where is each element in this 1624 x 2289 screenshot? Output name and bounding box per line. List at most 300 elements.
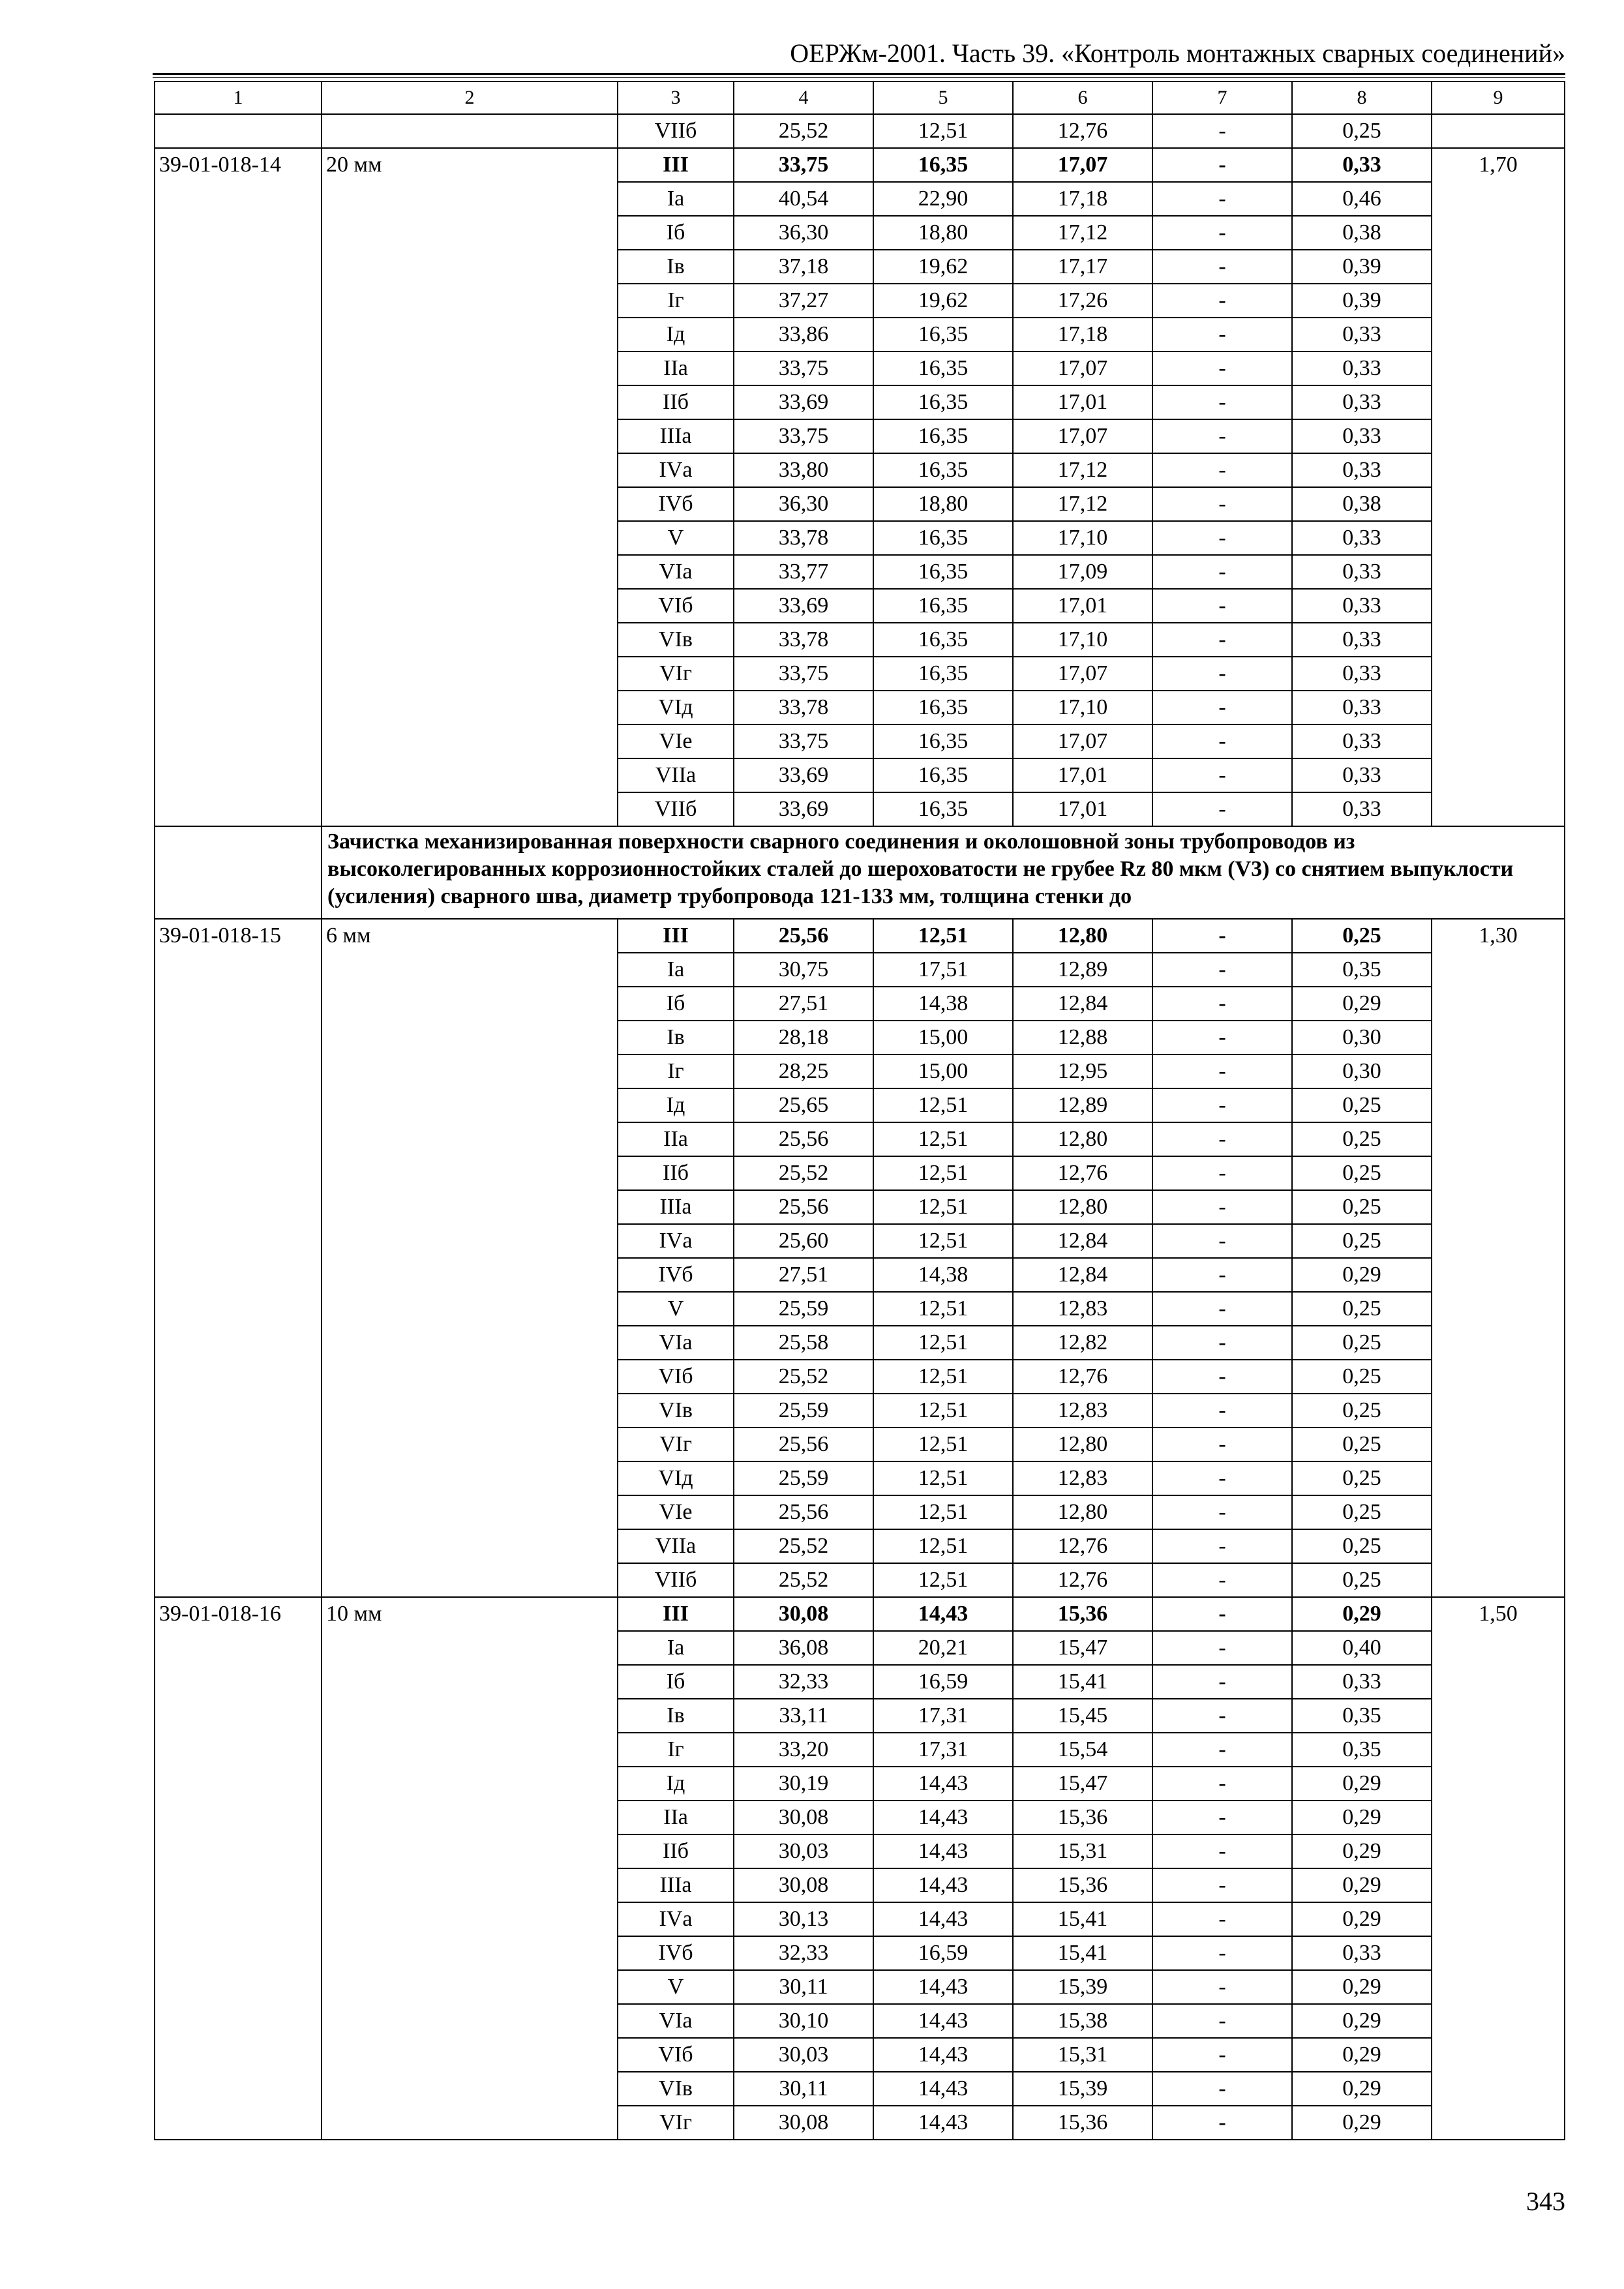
wages-cell: 19,62 <box>873 250 1013 284</box>
materials-cell: - <box>1152 1021 1292 1055</box>
materials-cell: - <box>1152 1122 1292 1156</box>
machine-cost-cell: 17,01 <box>1013 792 1152 826</box>
materials-cell: - <box>1152 1868 1292 1902</box>
wages-cell: 12,51 <box>873 919 1013 953</box>
zone-cell: VIIб <box>618 114 734 148</box>
wages-cell: 17,51 <box>873 953 1013 987</box>
zone-cell: VIIб <box>618 792 734 826</box>
table-row <box>155 148 1565 182</box>
total-cost-cell: 30,19 <box>734 1767 873 1801</box>
column-number-row <box>155 82 1565 114</box>
machine-cost-cell: 17,07 <box>1013 352 1152 385</box>
column-number: 4 <box>734 82 873 114</box>
materials-cell: - <box>1152 1631 1292 1665</box>
labor-cell: 0,25 <box>1292 1563 1432 1597</box>
labor-cell: 0,25 <box>1292 1224 1432 1258</box>
materials-cell: - <box>1152 1292 1292 1326</box>
materials-cell: - <box>1152 2004 1292 2038</box>
labor-cell: 0,29 <box>1292 1767 1432 1801</box>
wages-cell: 14,43 <box>873 1902 1013 1936</box>
materials-cell: - <box>1152 1597 1292 1631</box>
materials-cell: - <box>1152 2038 1292 2072</box>
materials-cell: - <box>1152 953 1292 987</box>
zone-cell: VIг <box>618 1428 734 1461</box>
wages-cell: 14,43 <box>873 2038 1013 2072</box>
wages-cell: 19,62 <box>873 284 1013 318</box>
zone-cell: IIа <box>618 1122 734 1156</box>
zone-cell: VIIа <box>618 1529 734 1563</box>
column-number: 5 <box>873 82 1013 114</box>
labor-cell: 0,25 <box>1292 1088 1432 1122</box>
wages-cell: 20,21 <box>873 1631 1013 1665</box>
materials-cell: - <box>1152 2072 1292 2106</box>
empty-cell <box>322 114 618 148</box>
total-cost-cell: 33,69 <box>734 758 873 792</box>
total-cost-cell: 36,30 <box>734 216 873 250</box>
zone-cell: VIб <box>618 589 734 623</box>
machine-cost-cell: 15,36 <box>1013 1597 1152 1631</box>
zone-cell: Iд <box>618 318 734 352</box>
zone-cell: VIе <box>618 1495 734 1529</box>
column-number: 9 <box>1432 82 1565 114</box>
labor-cell: 0,35 <box>1292 1733 1432 1767</box>
zone-cell: IVб <box>618 487 734 521</box>
machine-cost-cell: 17,01 <box>1013 385 1152 419</box>
machine-cost-cell: 15,47 <box>1013 1631 1152 1665</box>
total-cost-cell: 25,59 <box>734 1461 873 1495</box>
machine-cost-cell: 17,26 <box>1013 284 1152 318</box>
wages-cell: 12,51 <box>873 1156 1013 1190</box>
machine-cost-cell: 15,31 <box>1013 2038 1152 2072</box>
wages-cell: 16,35 <box>873 623 1013 657</box>
materials-cell: - <box>1152 1156 1292 1190</box>
total-cost-cell: 33,69 <box>734 589 873 623</box>
machine-cost-cell: 12,83 <box>1013 1292 1152 1326</box>
materials-cell: - <box>1152 1461 1292 1495</box>
wages-cell: 16,35 <box>873 691 1013 725</box>
wages-cell: 14,43 <box>873 2072 1013 2106</box>
wages-cell: 16,35 <box>873 589 1013 623</box>
zone-cell: IIа <box>618 1801 734 1834</box>
machine-cost-cell: 12,76 <box>1013 114 1152 148</box>
materials-cell: - <box>1152 1665 1292 1699</box>
labor-cell: 0,25 <box>1292 1529 1432 1563</box>
zone-cell: Iд <box>618 1088 734 1122</box>
machine-cost-cell: 15,38 <box>1013 2004 1152 2038</box>
total-cost-cell: 28,18 <box>734 1021 873 1055</box>
labor-cell: 0,25 <box>1292 919 1432 953</box>
machine-cost-cell: 12,83 <box>1013 1394 1152 1428</box>
materials-cell: - <box>1152 1428 1292 1461</box>
total-cost-cell: 27,51 <box>734 1258 873 1292</box>
labor-cell: 0,33 <box>1292 385 1432 419</box>
machine-cost-cell: 15,41 <box>1013 1902 1152 1936</box>
machine-cost-cell: 17,07 <box>1013 148 1152 182</box>
total-cost-cell: 25,56 <box>734 1428 873 1461</box>
total-cost-cell: 30,03 <box>734 2038 873 2072</box>
wages-cell: 18,80 <box>873 216 1013 250</box>
labor-cell: 0,25 <box>1292 1428 1432 1461</box>
machine-cost-cell: 17,07 <box>1013 419 1152 453</box>
zone-cell: VIа <box>618 2004 734 2038</box>
total-cost-cell: 30,75 <box>734 953 873 987</box>
machine-cost-cell: 17,10 <box>1013 691 1152 725</box>
materials-cell: - <box>1152 419 1292 453</box>
labor-cell: 0,30 <box>1292 1021 1432 1055</box>
zone-cell: Iд <box>618 1767 734 1801</box>
labor-cell: 0,33 <box>1292 589 1432 623</box>
materials-cell: - <box>1152 1970 1292 2004</box>
total-cost-cell: 30,11 <box>734 2072 873 2106</box>
zone-cell: Iа <box>618 953 734 987</box>
total-cost-cell: 33,75 <box>734 725 873 758</box>
machine-cost-cell: 17,18 <box>1013 318 1152 352</box>
labor-cell: 0,33 <box>1292 1936 1432 1970</box>
section-description: Зачистка механизированная поверхности сварного соединения и околошовной зоны трубопроводов из высоколегированных коррозионностойких сталей до шероховатости не грубее Rz 80 мкм (V3) со снятием выпуклости (усиления) сварного шва, диаметр трубопровода 121-133 мм, толщина стенки до <box>322 826 1565 919</box>
machine-cost-cell: 12,84 <box>1013 987 1152 1021</box>
total-cost-cell: 27,51 <box>734 987 873 1021</box>
continuation-row <box>155 114 1565 148</box>
materials-cell: - <box>1152 216 1292 250</box>
materials-cell: - <box>1152 2106 1292 2140</box>
wages-cell: 18,80 <box>873 487 1013 521</box>
total-cost-cell: 33,69 <box>734 385 873 419</box>
empty-cell <box>155 114 322 148</box>
total-cost-cell: 30,11 <box>734 1970 873 2004</box>
machine-cost-cell: 15,36 <box>1013 1868 1152 1902</box>
wages-cell: 12,51 <box>873 1529 1013 1563</box>
machine-cost-cell: 12,89 <box>1013 953 1152 987</box>
labor-cell: 0,25 <box>1292 1326 1432 1360</box>
materials-cell: - <box>1152 691 1292 725</box>
wages-cell: 16,35 <box>873 419 1013 453</box>
wages-cell: 16,35 <box>873 555 1013 589</box>
total-cost-cell: 33,78 <box>734 623 873 657</box>
total-cost-cell: 25,56 <box>734 1495 873 1529</box>
labor-cell: 0,39 <box>1292 284 1432 318</box>
wages-cell: 22,90 <box>873 182 1013 216</box>
labor-cell: 0,33 <box>1292 792 1432 826</box>
materials-cell: - <box>1152 1394 1292 1428</box>
machine-cost-cell: 12,82 <box>1013 1326 1152 1360</box>
wall-thickness-cell: 6 мм <box>322 919 618 1597</box>
page-number: 343 <box>1526 2187 1565 2216</box>
header-rule-thin <box>153 77 1565 78</box>
machine-cost-cell: 12,76 <box>1013 1563 1152 1597</box>
total-cost-cell: 28,25 <box>734 1055 873 1088</box>
materials-cell: - <box>1152 1563 1292 1597</box>
total-cost-cell: 25,65 <box>734 1088 873 1122</box>
rate-code-cell: 39-01-018-14 <box>155 148 322 826</box>
machine-cost-cell: 17,01 <box>1013 589 1152 623</box>
materials-cell: - <box>1152 318 1292 352</box>
total-cost-cell: 33,78 <box>734 691 873 725</box>
wages-cell: 15,00 <box>873 1021 1013 1055</box>
wages-cell: 14,43 <box>873 1868 1013 1902</box>
zone-cell: IIб <box>618 1156 734 1190</box>
materials-cell: - <box>1152 250 1292 284</box>
total-cost-cell: 33,78 <box>734 521 873 555</box>
section-description-row <box>155 826 1565 919</box>
zone-cell: Iг <box>618 284 734 318</box>
zone-cell: VIв <box>618 2072 734 2106</box>
materials-cell: - <box>1152 1767 1292 1801</box>
total-cost-cell: 37,27 <box>734 284 873 318</box>
total-cost-cell: 25,56 <box>734 1190 873 1224</box>
total-cost-cell: 33,75 <box>734 352 873 385</box>
zone-cell: III <box>618 148 734 182</box>
table-body <box>155 82 1565 2140</box>
labor-cell: 0,33 <box>1292 555 1432 589</box>
wages-cell: 16,35 <box>873 385 1013 419</box>
labor-cell: 0,33 <box>1292 725 1432 758</box>
zone-cell: VIа <box>618 555 734 589</box>
materials-cell: - <box>1152 657 1292 691</box>
zone-cell: VIг <box>618 2106 734 2140</box>
labor-cell: 0,25 <box>1292 1394 1432 1428</box>
wages-cell: 16,35 <box>873 521 1013 555</box>
total-cost-cell: 36,08 <box>734 1631 873 1665</box>
labor-cell: 0,33 <box>1292 691 1432 725</box>
labor-cell: 0,29 <box>1292 2072 1432 2106</box>
wages-cell: 17,31 <box>873 1733 1013 1767</box>
labor-cell: 0,33 <box>1292 318 1432 352</box>
machine-cost-cell: 12,83 <box>1013 1461 1152 1495</box>
wages-cell: 12,51 <box>873 1292 1013 1326</box>
wages-cell: 14,38 <box>873 1258 1013 1292</box>
labor-cell: 0,33 <box>1292 352 1432 385</box>
column-number: 3 <box>618 82 734 114</box>
zone-cell: IVб <box>618 1936 734 1970</box>
wages-cell: 14,43 <box>873 1801 1013 1834</box>
total-cost-cell: 25,59 <box>734 1292 873 1326</box>
zone-cell: VIе <box>618 725 734 758</box>
wall-thickness-cell: 20 мм <box>322 148 618 826</box>
machine-cost-cell: 15,47 <box>1013 1767 1152 1801</box>
labor-cell: 0,38 <box>1292 216 1432 250</box>
wages-cell: 16,35 <box>873 352 1013 385</box>
total-cost-cell: 33,86 <box>734 318 873 352</box>
wages-cell: 12,51 <box>873 1326 1013 1360</box>
wages-cell: 12,51 <box>873 1428 1013 1461</box>
header-rule <box>153 73 1565 75</box>
machine-cost-cell: 12,80 <box>1013 1428 1152 1461</box>
machine-cost-cell: 12,80 <box>1013 1495 1152 1529</box>
materials-cell: - <box>1152 114 1292 148</box>
total-cost-cell: 30,08 <box>734 1868 873 1902</box>
materials-cell: - <box>1152 1902 1292 1936</box>
materials-cell: - <box>1152 1936 1292 1970</box>
zone-cell: IIIа <box>618 1868 734 1902</box>
wages-cell: 12,51 <box>873 1224 1013 1258</box>
empty-cell <box>155 826 322 919</box>
labor-cell: 0,29 <box>1292 1258 1432 1292</box>
coefficient-cell: 1,50 <box>1432 1597 1565 2140</box>
total-cost-cell: 25,52 <box>734 1156 873 1190</box>
rate-code-cell: 39-01-018-15 <box>155 919 322 1597</box>
labor-cell: 0,25 <box>1292 1495 1432 1529</box>
machine-cost-cell: 15,39 <box>1013 2072 1152 2106</box>
machine-cost-cell: 15,45 <box>1013 1699 1152 1733</box>
materials-cell: - <box>1152 623 1292 657</box>
labor-cell: 0,33 <box>1292 657 1432 691</box>
machine-cost-cell: 12,80 <box>1013 919 1152 953</box>
zone-cell: IIIа <box>618 1190 734 1224</box>
machine-cost-cell: 15,39 <box>1013 1970 1152 2004</box>
wages-cell: 12,51 <box>873 1088 1013 1122</box>
materials-cell: - <box>1152 555 1292 589</box>
labor-cell: 0,46 <box>1292 182 1432 216</box>
zone-cell: III <box>618 919 734 953</box>
wages-cell: 12,51 <box>873 1461 1013 1495</box>
wages-cell: 14,38 <box>873 987 1013 1021</box>
materials-cell: - <box>1152 1529 1292 1563</box>
wages-cell: 14,43 <box>873 1970 1013 2004</box>
machine-cost-cell: 15,36 <box>1013 1801 1152 1834</box>
zone-cell: VIб <box>618 2038 734 2072</box>
materials-cell: - <box>1152 1801 1292 1834</box>
zone-cell: VIв <box>618 623 734 657</box>
materials-cell: - <box>1152 1224 1292 1258</box>
labor-cell: 0,33 <box>1292 758 1432 792</box>
page-header-title: ОЕРЖм-2001. Часть 39. «Контроль монтажных сварных соединений» <box>790 38 1565 68</box>
labor-cell: 0,33 <box>1292 419 1432 453</box>
wages-cell: 12,51 <box>873 1190 1013 1224</box>
total-cost-cell: 32,33 <box>734 1936 873 1970</box>
column-number: 1 <box>155 82 322 114</box>
zone-cell: VIIа <box>618 758 734 792</box>
zone-cell: Iб <box>618 987 734 1021</box>
zone-cell: VIIб <box>618 1563 734 1597</box>
materials-cell: - <box>1152 792 1292 826</box>
machine-cost-cell: 15,36 <box>1013 2106 1152 2140</box>
machine-cost-cell: 12,76 <box>1013 1156 1152 1190</box>
zone-cell: IIб <box>618 1834 734 1868</box>
machine-cost-cell: 12,80 <box>1013 1122 1152 1156</box>
machine-cost-cell: 17,01 <box>1013 758 1152 792</box>
zone-cell: VIд <box>618 691 734 725</box>
labor-cell: 0,29 <box>1292 2106 1432 2140</box>
zone-cell: VIд <box>618 1461 734 1495</box>
zone-cell: VIб <box>618 1360 734 1394</box>
machine-cost-cell: 12,76 <box>1013 1529 1152 1563</box>
zone-cell: V <box>618 1970 734 2004</box>
labor-cell: 0,33 <box>1292 521 1432 555</box>
table-row <box>155 1597 1565 1631</box>
wages-cell: 16,35 <box>873 318 1013 352</box>
total-cost-cell: 33,11 <box>734 1699 873 1733</box>
zone-cell: IIа <box>618 352 734 385</box>
zone-cell: Iв <box>618 250 734 284</box>
labor-cell: 0,29 <box>1292 1801 1432 1834</box>
labor-cell: 0,35 <box>1292 1699 1432 1733</box>
total-cost-cell: 33,20 <box>734 1733 873 1767</box>
total-cost-cell: 25,56 <box>734 1122 873 1156</box>
zone-cell: IIIа <box>618 419 734 453</box>
wages-cell: 16,59 <box>873 1665 1013 1699</box>
zone-cell: VIв <box>618 1394 734 1428</box>
labor-cell: 0,25 <box>1292 1156 1432 1190</box>
zone-cell: VIа <box>618 1326 734 1360</box>
materials-cell: - <box>1152 1360 1292 1394</box>
total-cost-cell: 33,75 <box>734 148 873 182</box>
materials-cell: - <box>1152 352 1292 385</box>
materials-cell: - <box>1152 487 1292 521</box>
rate-code-cell: 39-01-018-16 <box>155 1597 322 2140</box>
machine-cost-cell: 17,12 <box>1013 216 1152 250</box>
machine-cost-cell: 12,84 <box>1013 1224 1152 1258</box>
table-row <box>155 919 1565 953</box>
coefficient-cell: 1,70 <box>1432 148 1565 826</box>
total-cost-cell: 25,59 <box>734 1394 873 1428</box>
machine-cost-cell: 17,12 <box>1013 487 1152 521</box>
machine-cost-cell: 12,95 <box>1013 1055 1152 1088</box>
total-cost-cell: 25,52 <box>734 1529 873 1563</box>
materials-cell: - <box>1152 182 1292 216</box>
zone-cell: Iб <box>618 1665 734 1699</box>
column-number: 6 <box>1013 82 1152 114</box>
total-cost-cell: 33,75 <box>734 419 873 453</box>
wages-cell: 16,35 <box>873 657 1013 691</box>
zone-cell: Iа <box>618 1631 734 1665</box>
wages-cell: 12,51 <box>873 1360 1013 1394</box>
materials-cell: - <box>1152 1699 1292 1733</box>
zone-cell: IIб <box>618 385 734 419</box>
labor-cell: 0,25 <box>1292 1190 1432 1224</box>
total-cost-cell: 37,18 <box>734 250 873 284</box>
machine-cost-cell: 12,76 <box>1013 1360 1152 1394</box>
zone-cell: IVа <box>618 1902 734 1936</box>
labor-cell: 0,39 <box>1292 250 1432 284</box>
materials-cell: - <box>1152 284 1292 318</box>
labor-cell: 0,33 <box>1292 1665 1432 1699</box>
machine-cost-cell: 12,89 <box>1013 1088 1152 1122</box>
rates-table <box>154 81 1565 2140</box>
machine-cost-cell: 17,10 <box>1013 521 1152 555</box>
zone-cell: Iв <box>618 1699 734 1733</box>
zone-cell: Iг <box>618 1055 734 1088</box>
machine-cost-cell: 17,10 <box>1013 623 1152 657</box>
wages-cell: 12,51 <box>873 1394 1013 1428</box>
total-cost-cell: 25,52 <box>734 1563 873 1597</box>
machine-cost-cell: 17,18 <box>1013 182 1152 216</box>
materials-cell: - <box>1152 758 1292 792</box>
labor-cell: 0,29 <box>1292 1868 1432 1902</box>
total-cost-cell: 30,08 <box>734 1597 873 1631</box>
labor-cell: 0,29 <box>1292 2038 1432 2072</box>
labor-cell: 0,35 <box>1292 953 1432 987</box>
total-cost-cell: 30,03 <box>734 1834 873 1868</box>
total-cost-cell: 33,69 <box>734 792 873 826</box>
total-cost-cell: 33,77 <box>734 555 873 589</box>
materials-cell: - <box>1152 1088 1292 1122</box>
materials-cell: - <box>1152 1055 1292 1088</box>
machine-cost-cell: 17,12 <box>1013 453 1152 487</box>
coefficient-cell: 1,30 <box>1432 919 1565 1597</box>
wages-cell: 14,43 <box>873 1597 1013 1631</box>
labor-cell: 0,29 <box>1292 1970 1432 2004</box>
wages-cell: 17,31 <box>873 1699 1013 1733</box>
materials-cell: - <box>1152 1190 1292 1224</box>
total-cost-cell: 30,08 <box>734 2106 873 2140</box>
total-cost-cell: 25,60 <box>734 1224 873 1258</box>
materials-cell: - <box>1152 987 1292 1021</box>
wages-cell: 12,51 <box>873 1563 1013 1597</box>
materials-cell: - <box>1152 1326 1292 1360</box>
wages-cell: 14,43 <box>873 1767 1013 1801</box>
materials-cell: - <box>1152 521 1292 555</box>
zone-cell: Iб <box>618 216 734 250</box>
